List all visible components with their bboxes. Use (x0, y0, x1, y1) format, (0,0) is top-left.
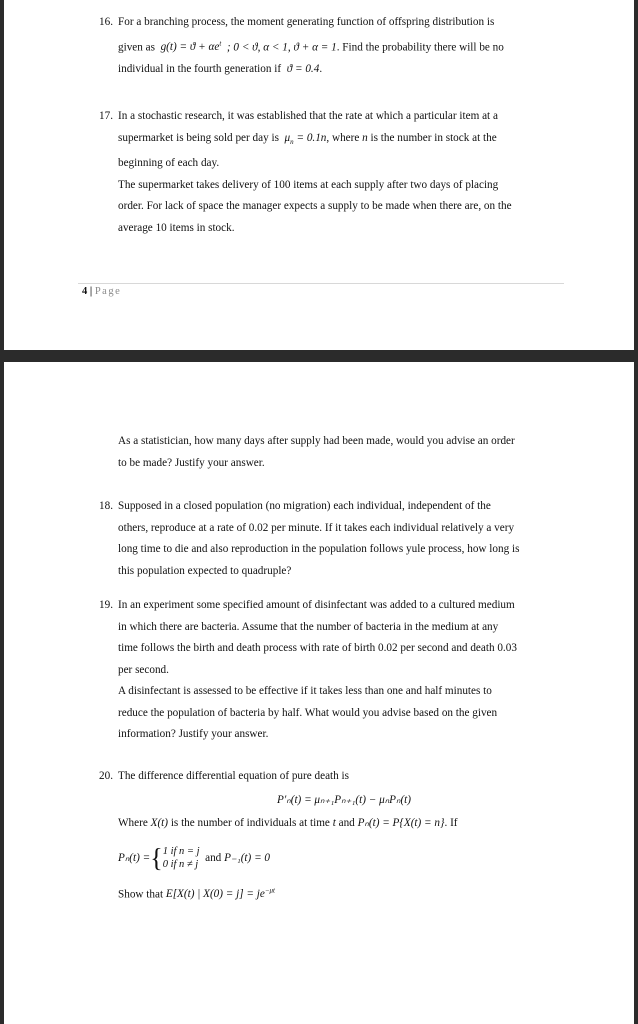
footer-separator: | (87, 286, 95, 297)
question-text-line (118, 843, 570, 873)
text-fragment: individual in the fourth generation if (118, 62, 282, 75)
question-text-line: The supermarket takes delivery of 100 items at each supply after two days of placing (118, 178, 499, 191)
document-page-4 (4, 0, 634, 350)
question-text-line (118, 813, 570, 835)
question-number: 18. (99, 500, 113, 512)
question-text-line: In an experiment some specified amount of disinfectant was added to a cultured medium (118, 599, 515, 611)
question-text-line: time follows the birth and death process with rate of birth 0.02 per second and death 0.03 (118, 642, 517, 654)
text-fragment: is the number in stock at the (370, 131, 497, 144)
question-text-line: In a stochastic research, it was established that the rate at which a particular item at a (118, 110, 498, 122)
question-20 (100, 766, 570, 906)
math-expression: X(t) (150, 817, 169, 829)
piecewise-cases (163, 845, 200, 871)
question-text-line: The difference differential equation of pure death is (118, 770, 350, 782)
page-number: 4 (82, 286, 88, 297)
question-text-line: in which there are bacteria. Assume that the number of bacteria in the medium at any (118, 620, 499, 633)
question-text-line: long time to die and also reproduction in the population follows yule process, how long is (118, 543, 520, 555)
footer-divider (78, 283, 564, 284)
question-number: 19. (99, 599, 113, 611)
equation-line (118, 790, 570, 812)
question-17-continued (100, 431, 570, 474)
text-fragment: . Find the probability there will be no (336, 41, 504, 54)
question-17 (100, 106, 570, 239)
text-fragment: . (319, 62, 323, 75)
question-number: 20. (99, 770, 113, 782)
question-text-line: others, reproduce at a rate of 0.02 per minute. If it takes each individual relatively a very (118, 521, 515, 534)
question-19 (100, 595, 570, 746)
text-fragment: , where (326, 131, 360, 144)
text-fragment: is the number of individuals at time (170, 817, 330, 829)
text-fragment: supermarket is being sold per day is (118, 131, 279, 144)
math-fragment: E[X(t) | X(0) = j] = je (165, 888, 265, 901)
question-text-line (118, 128, 570, 154)
text-fragment: and (338, 817, 355, 829)
question-text-line: Supposed in a closed population (no migration) each individual, independent of the (118, 500, 491, 512)
question-text-line: beginning of each day. (118, 157, 220, 170)
math-expression: Pₙ(t) = P{X(t) = n} (357, 817, 445, 829)
math-variable: t (332, 817, 336, 829)
math-expression: ϑ = 0.4 (286, 62, 320, 75)
question-text-line: reduce the population of bacteria by half. What would you advise based on the given (118, 706, 498, 719)
question-text-line (118, 59, 570, 81)
math-variable: n (362, 131, 368, 144)
text-fragment: and (205, 851, 222, 864)
question-text-line: per second. (118, 663, 169, 676)
case-line: 0 if n ≠ j (162, 858, 199, 870)
question-text-line: information? Justify your answer. (118, 728, 269, 740)
text-fragment: . If (444, 817, 458, 829)
math-expression (166, 888, 275, 900)
math-condition: ; 0 < ϑ, α < 1, ϑ + α = 1 (226, 41, 337, 54)
math-expression (285, 132, 327, 144)
text-fragment: Show that (118, 888, 164, 901)
question-text-line (118, 34, 570, 59)
question-text-line: to be made? Justify your answer. (118, 456, 265, 469)
question-text-line: A disinfectant is assessed to be effective if it takes less than one and half minutes to (118, 685, 492, 697)
math-superscript: −μt (264, 886, 275, 895)
text-fragment: Where (118, 817, 148, 829)
math-superscript: t (219, 39, 222, 48)
page-word: Page (94, 286, 122, 297)
case-line: 1 if n = j (162, 845, 200, 857)
math-fragment: = 0.1n (293, 131, 327, 144)
question-text-line: average 10 items in stock. (118, 221, 235, 234)
math-expression: Pₙ(t) = (118, 851, 151, 864)
question-number: 16. (99, 16, 113, 28)
question-text-line: order. For lack of space the manager expects a supply to be made when there are, on the (118, 200, 512, 213)
math-expression: P₋₁(t) = 0 (224, 851, 271, 864)
question-16 (100, 12, 570, 80)
text-fragment: given as (118, 41, 155, 54)
question-number: 17. (99, 110, 113, 122)
question-text-line: this population expected to quadruple? (118, 564, 292, 577)
brace-symbol: { (150, 842, 163, 872)
math-subscript: n (290, 137, 294, 146)
question-text-line: For a branching process, the moment generating function of offspring distribution is (118, 16, 495, 28)
math-fragment: μ (284, 131, 291, 144)
question-18 (100, 496, 570, 582)
page-footer (82, 286, 121, 297)
question-text-line (118, 881, 570, 906)
math-fragment: g(t) = ϑ + αe (160, 41, 220, 54)
document-page-5 (4, 362, 634, 1024)
math-expression (161, 41, 222, 53)
math-equation: P′ₙ(t) = μₙ₊₁Pₙ₊₁(t) − μₙPₙ(t) (276, 793, 412, 806)
question-text-line: As a statistician, how many days after supply had been made, would you advise an order (118, 435, 515, 447)
